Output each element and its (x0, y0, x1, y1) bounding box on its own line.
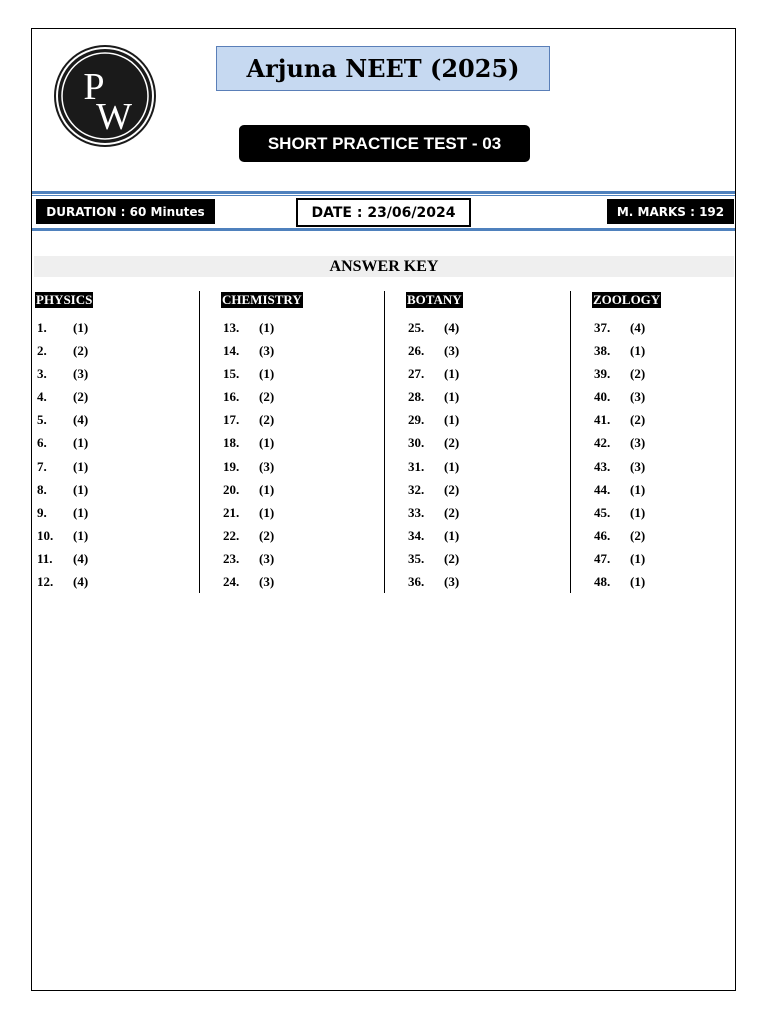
answer-option: (2) (630, 366, 646, 382)
answer-option: (2) (630, 412, 646, 428)
answer-row (594, 362, 744, 385)
answer-row (594, 547, 744, 570)
question-number: 24. (223, 574, 240, 590)
answer-row (594, 408, 744, 431)
answer-row (594, 339, 744, 362)
answer-row (37, 501, 187, 524)
answer-option: (2) (444, 550, 460, 566)
answer-option: (2) (259, 389, 275, 405)
answer-option: (3) (259, 343, 275, 359)
section-zoology (594, 291, 744, 593)
answer-row (223, 478, 373, 501)
answer-option: (2) (73, 343, 89, 359)
answer-row (408, 478, 558, 501)
answer-option: (3) (630, 389, 646, 405)
question-number: 33. (408, 504, 425, 520)
answer-option: (1) (259, 366, 275, 382)
question-number: 27. (408, 366, 425, 382)
answer-option: (3) (630, 435, 646, 451)
answer-row (408, 431, 558, 454)
question-number: 35. (408, 550, 425, 566)
question-number: 26. (408, 343, 425, 359)
question-number: 21. (223, 504, 240, 520)
answer-row (223, 455, 373, 478)
answer-row (594, 501, 744, 524)
answer-row (223, 501, 373, 524)
answer-row (594, 455, 744, 478)
answer-row (594, 478, 744, 501)
answer-option: (2) (444, 481, 460, 497)
question-number: 25. (408, 320, 425, 335)
date-label: DATE : 23/06/2024 (296, 198, 471, 227)
answer-list (594, 316, 744, 593)
answer-option: (1) (73, 320, 89, 335)
answer-row (37, 408, 187, 431)
answer-row (223, 431, 373, 454)
answer-row (408, 455, 558, 478)
answer-option: (3) (73, 366, 89, 382)
question-number: 39. (594, 366, 611, 382)
answer-option: (1) (259, 435, 275, 451)
question-number: 8. (37, 481, 47, 497)
answer-row (408, 570, 558, 593)
column-divider (384, 291, 385, 593)
answer-option: (1) (73, 504, 89, 520)
answer-row (408, 408, 558, 431)
question-number: 5. (37, 412, 47, 428)
answer-option: (1) (630, 550, 646, 566)
question-number: 11. (37, 550, 53, 566)
question-number: 14. (223, 343, 240, 359)
test-subtitle: SHORT PRACTICE TEST - 03 (239, 125, 530, 162)
section-chemistry (223, 291, 373, 593)
answer-row (223, 362, 373, 385)
question-number: 32. (408, 481, 425, 497)
question-number: 16. (223, 389, 240, 405)
question-number: 19. (223, 458, 240, 474)
question-number: 28. (408, 389, 425, 405)
answer-row (408, 524, 558, 547)
answer-row (223, 570, 373, 593)
answer-row (408, 316, 558, 339)
answer-option: (1) (259, 320, 275, 335)
answer-row (223, 408, 373, 431)
answer-row (223, 524, 373, 547)
answer-option: (3) (630, 458, 646, 474)
answer-list (37, 316, 187, 593)
question-number: 48. (594, 574, 611, 590)
question-number: 3. (37, 366, 47, 382)
question-number: 37. (594, 320, 611, 335)
page-title: Arjuna NEET (2025) (216, 46, 550, 91)
answer-row (223, 547, 373, 570)
answer-row (408, 339, 558, 362)
column-divider (570, 291, 571, 593)
answer-row (223, 385, 373, 408)
answer-row (594, 524, 744, 547)
question-number: 1. (37, 320, 47, 335)
answer-option: (3) (259, 574, 275, 590)
section-botany (408, 291, 558, 593)
answer-row (37, 385, 187, 408)
question-number: 4. (37, 389, 47, 405)
answer-option: (1) (259, 481, 275, 497)
answer-option: (1) (73, 481, 89, 497)
answer-row (37, 362, 187, 385)
column-divider (199, 291, 200, 593)
answer-row (37, 547, 187, 570)
answer-option: (4) (73, 574, 89, 590)
answer-option: (2) (630, 527, 646, 543)
question-number: 20. (223, 481, 240, 497)
question-number: 45. (594, 504, 611, 520)
section-heading: PHYSICS (36, 292, 93, 307)
answer-option: (1) (444, 412, 460, 428)
question-number: 18. (223, 435, 240, 451)
svg-text:W: W (96, 96, 132, 138)
duration-label: DURATION : 60 Minutes (36, 199, 215, 224)
pw-logo-icon (58, 49, 152, 143)
section-heading: CHEMISTRY (222, 292, 302, 307)
question-number: 15. (223, 366, 240, 382)
svg-text:P: P (83, 66, 105, 108)
answer-row (408, 501, 558, 524)
question-number: 44. (594, 481, 611, 497)
section-physics (37, 291, 187, 593)
answer-option: (2) (73, 389, 89, 405)
answer-option: (2) (259, 412, 275, 428)
section-heading: ZOOLOGY (593, 292, 661, 307)
answer-option: (1) (444, 527, 460, 543)
answer-row (408, 385, 558, 408)
question-number: 47. (594, 550, 611, 566)
answer-option: (2) (444, 435, 460, 451)
answer-key-page (31, 28, 736, 991)
question-number: 38. (594, 343, 611, 359)
question-number: 34. (408, 527, 425, 543)
answer-option: (2) (444, 504, 460, 520)
answer-option: (4) (444, 320, 460, 335)
answer-option: (1) (444, 366, 460, 382)
answer-key-heading: ANSWER KEY (34, 256, 734, 277)
question-number: 10. (37, 527, 54, 543)
question-number: 6. (37, 435, 47, 451)
answer-option: (1) (630, 574, 646, 590)
answer-option: (1) (444, 389, 460, 405)
answer-option: (4) (630, 320, 646, 335)
answer-row (37, 316, 187, 339)
answer-row (408, 362, 558, 385)
answer-option: (3) (259, 458, 275, 474)
answer-row (37, 478, 187, 501)
answer-option: (3) (259, 550, 275, 566)
answer-row (594, 385, 744, 408)
answer-row (408, 547, 558, 570)
answer-option: (3) (444, 574, 460, 590)
section-heading: BOTANY (407, 292, 462, 307)
question-number: 9. (37, 504, 47, 520)
answer-row (594, 570, 744, 593)
question-number: 30. (408, 435, 425, 451)
answer-row (37, 524, 187, 547)
answer-option: (3) (444, 343, 460, 359)
answer-option: (2) (259, 527, 275, 543)
answer-row (223, 316, 373, 339)
question-number: 43. (594, 458, 611, 474)
question-number: 2. (37, 343, 47, 359)
question-number: 17. (223, 412, 240, 428)
answer-option: (1) (259, 504, 275, 520)
answer-option: (1) (630, 481, 646, 497)
answer-row (594, 316, 744, 339)
question-number: 40. (594, 389, 611, 405)
answer-option: (1) (73, 458, 89, 474)
answer-row (594, 431, 744, 454)
answer-option: (1) (630, 504, 646, 520)
question-number: 46. (594, 527, 611, 543)
answer-row (37, 339, 187, 362)
question-number: 13. (223, 320, 240, 335)
answer-row (223, 339, 373, 362)
answer-row (37, 431, 187, 454)
question-number: 36. (408, 574, 425, 590)
answer-list (223, 316, 373, 593)
answer-option: (1) (73, 527, 89, 543)
max-marks-label: M. MARKS : 192 (607, 199, 734, 224)
question-number: 7. (37, 458, 47, 474)
question-number: 29. (408, 412, 425, 428)
question-number: 22. (223, 527, 240, 543)
answer-option: (4) (73, 412, 89, 428)
question-number: 12. (37, 574, 54, 590)
answer-option: (1) (630, 343, 646, 359)
answer-option: (1) (73, 435, 89, 451)
answer-option: (1) (444, 458, 460, 474)
answer-option: (4) (73, 550, 89, 566)
question-number: 42. (594, 435, 611, 451)
question-number: 31. (408, 458, 425, 474)
question-number: 41. (594, 412, 611, 428)
question-number: 23. (223, 550, 240, 566)
answer-list (408, 316, 558, 593)
answer-row (37, 455, 187, 478)
answer-row (37, 570, 187, 593)
